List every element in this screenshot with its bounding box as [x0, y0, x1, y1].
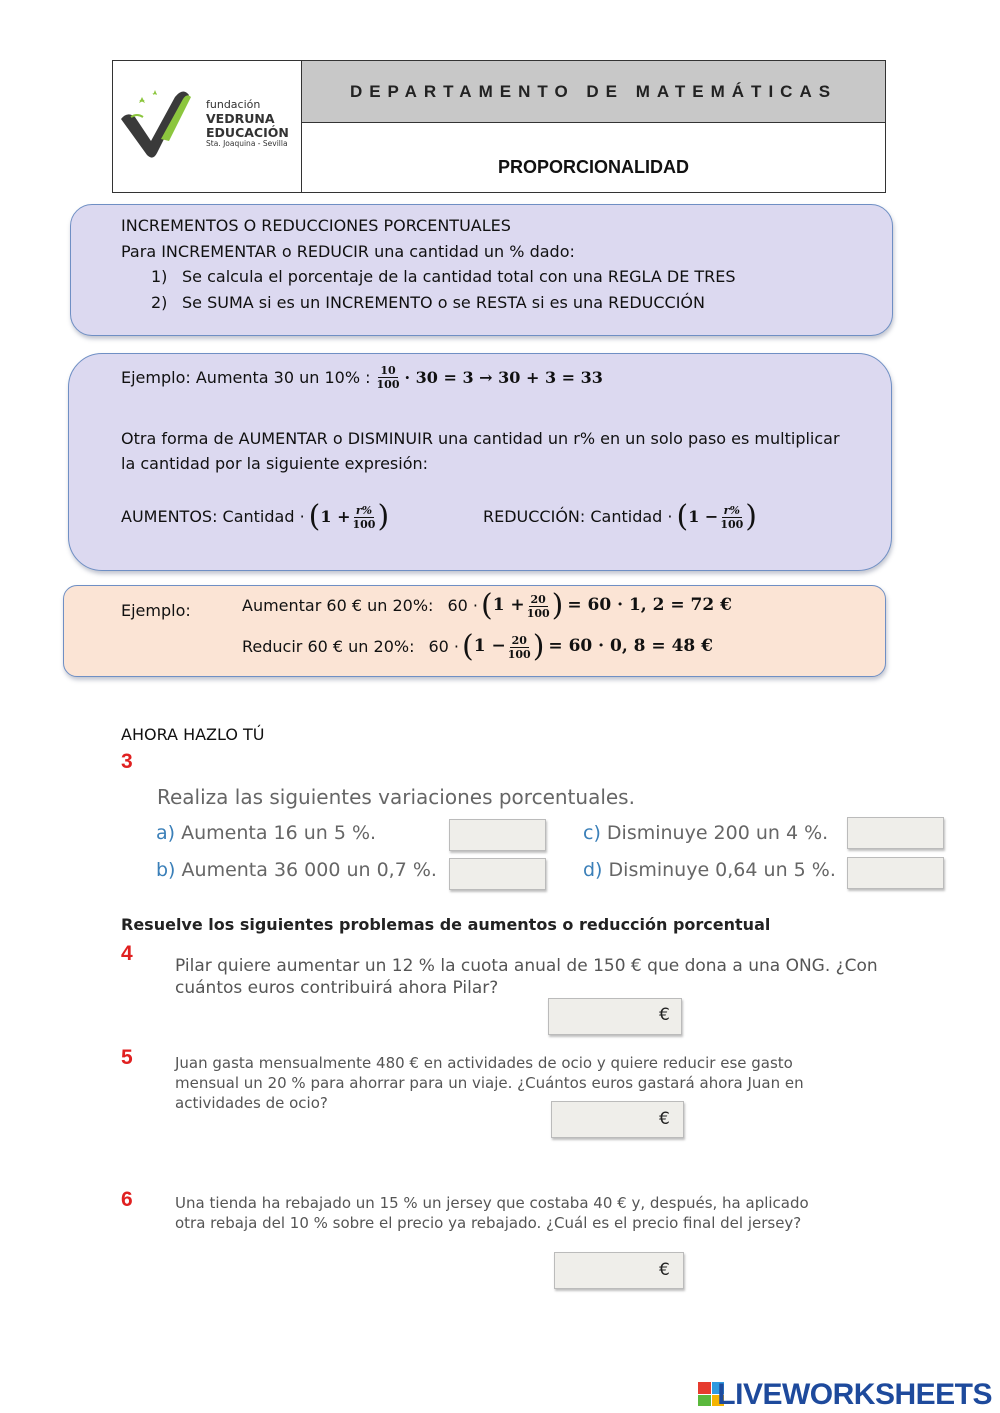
vedruna-logo-icon [117, 89, 203, 161]
other-method-line2: la cantidad por la siguiente expresión: [121, 454, 429, 473]
example2-increase [242, 588, 732, 623]
theory-step-1-num: 1) [151, 267, 168, 286]
decrease-formula [483, 499, 757, 534]
exercise-4-line2: cuántos euros contribuirá ahora Pilar? [175, 978, 499, 998]
increase-formula-fraction [353, 504, 376, 531]
left-paren-icon: ( [480, 588, 493, 623]
answer-3a-input[interactable] [449, 819, 546, 851]
right-paren-icon: ) [377, 499, 390, 534]
left-paren-icon: ( [308, 499, 321, 534]
exercise-3d [583, 859, 836, 881]
decrease-formula-inner: 1 − [688, 507, 719, 527]
increase-formula-label: AUMENTOS: Cantidad · [121, 507, 305, 527]
logo-cell [113, 61, 302, 192]
logo-line4: Sta. Joaquina - Sevilla [206, 139, 288, 149]
example2-decrease-text: Reducir 60 € un 20%: [242, 637, 415, 657]
answer-3c-input[interactable] [847, 817, 944, 849]
answer-3b-input[interactable] [449, 858, 546, 890]
example2-decrease-frac-den: 100 [507, 647, 531, 661]
exercise-4-line1: Pilar quiere aumentar un 12 % la cuota anual de 150 € que dona a una ONG. ¿Con [175, 956, 878, 976]
increase-formula-inner: 1 + [320, 507, 351, 527]
example2-increase-frac-den: 100 [526, 606, 550, 620]
example1-prefix: Ejemplo: Aumenta 30 un 10% : [121, 367, 371, 387]
answer-6-unit: € [659, 1260, 670, 1280]
example2-decrease [242, 629, 713, 664]
example2-increase-lead: 60 · [447, 596, 478, 616]
exercise-5-line1: Juan gasta mensualmente 480 € en actividades de ocio y quiere reducir ese gasto [175, 1054, 793, 1072]
example1-frac-den: 100 [376, 378, 400, 391]
header-table [112, 60, 886, 193]
answer-3d-input[interactable] [847, 857, 944, 889]
example2-increase-text: Aumentar 60 € un 20%: [242, 596, 434, 616]
decrease-r-den: 100 [720, 517, 744, 531]
exercise-6-number: 6 [121, 1188, 133, 1211]
logo-line3: EDUCACIÓN [206, 125, 289, 141]
left-paren-icon: ( [676, 499, 689, 534]
answer-4-unit: € [659, 1005, 670, 1025]
theory-step-2: Se SUMA si es un INCREMENTO o se RESTA si es una REDUCCIÓN [182, 293, 705, 312]
logo-line1: fundación [206, 98, 261, 111]
right-paren-icon: ) [532, 629, 545, 664]
example1-frac-num: 10 [380, 364, 396, 377]
increase-r-den: 100 [352, 517, 376, 531]
right-paren-icon: ) [551, 588, 564, 623]
exercise-3b-label: b) [156, 859, 176, 881]
exercise-3c-text: Disminuye 200 un 4 %. [606, 822, 829, 844]
exercise-3a-text: Aumenta 16 un 5 %. [181, 822, 377, 844]
exercise-3d-label: d) [583, 859, 603, 881]
example2-increase-inner: 1 + [492, 595, 525, 616]
example2-increase-result: = 60 · 1, 2 = 72 € [567, 595, 732, 616]
example1-fraction [377, 364, 400, 391]
theory-title: INCREMENTOS O REDUCCIONES PORCENTUALES [121, 216, 511, 235]
exercise-6-line1: Una tienda ha rebajado un 15 % un jersey que costaba 40 € y, después, ha aplicado [175, 1194, 809, 1212]
problems-heading: Resuelve los siguientes problemas de aumentos o reducción porcentual [121, 915, 771, 934]
example2-decrease-result: = 60 · 0, 8 = 48 € [548, 636, 713, 657]
topic-title: PROPORCIONALIDAD [497, 157, 689, 177]
other-method-line1: Otra forma de AUMENTAR o DISMINUIR una cantidad un r% en un solo paso es multiplicar [121, 429, 840, 448]
example1-line [121, 364, 603, 391]
exercise-3b [156, 859, 437, 881]
theory-step-1: Se calcula el porcentaje de la cantidad total con una REGLA DE TRES [182, 267, 736, 286]
decrease-formula-label: REDUCCIÓN: Cantidad · [483, 507, 673, 527]
logo-text [206, 99, 289, 149]
exercise-6-line2: otra rebaja del 10 % sobre el precio ya rebajado. ¿Cuál es el precio final del jersey? [175, 1214, 802, 1232]
example2-label: Ejemplo: [121, 601, 191, 620]
exercise-3-prompt: Realiza las siguientes variaciones porcentuales. [157, 785, 635, 809]
exercise-5-line2: mensual un 20 % para ahorrar para un viaje. ¿Cuántos euros gastará ahora Juan en [175, 1074, 804, 1092]
exercise-5-line3: actividades de ocio? [175, 1094, 328, 1112]
exercise-3d-text: Disminuye 0,64 un 5 %. [608, 859, 836, 881]
department-cell [302, 61, 885, 123]
example2-decrease-fraction [508, 634, 531, 661]
topic-cell [302, 123, 885, 192]
exercise-3a-label: a) [156, 822, 176, 844]
theory-intro: Para INCREMENTAR o REDUCIR una cantidad un % dado: [121, 242, 575, 261]
exercise-5-number: 5 [121, 1046, 133, 1069]
right-paren-icon: ) [745, 499, 757, 534]
decrease-r-num: r% [723, 503, 740, 517]
answer-5-unit: € [659, 1109, 670, 1129]
exercise-3c [583, 822, 828, 844]
practice-heading: AHORA HAZLO TÚ [121, 725, 265, 744]
increase-formula [121, 499, 390, 534]
example2-increase-fraction [527, 593, 550, 620]
exercise-4-number: 4 [121, 942, 133, 965]
theory-step-2-num: 2) [151, 293, 168, 312]
exercise-3a [156, 822, 376, 844]
exercise-3-number: 3 [121, 750, 133, 773]
example2-increase-frac-num: 20 [530, 592, 546, 606]
example2-decrease-frac-num: 20 [511, 633, 527, 647]
example2-decrease-lead: 60 · [428, 637, 460, 657]
department-title: DEPARTAMENTO DE MATEMÁTICAS [349, 81, 838, 101]
left-paren-icon: ( [462, 629, 474, 664]
exercise-3b-text: Aumenta 36 000 un 0,7 %. [181, 859, 437, 881]
increase-r-num: r% [355, 503, 373, 517]
example2-decrease-inner: 1 − [473, 636, 506, 657]
liveworksheets-brand[interactable]: LIVEWORKSHEETS [717, 1378, 992, 1411]
example1-expression: · 30 = 3 → 30 + 3 = 33 [404, 367, 603, 387]
logo-line2: VEDRUNA [206, 110, 275, 126]
decrease-formula-fraction [720, 504, 743, 531]
exercise-3c-label: c) [583, 822, 601, 844]
